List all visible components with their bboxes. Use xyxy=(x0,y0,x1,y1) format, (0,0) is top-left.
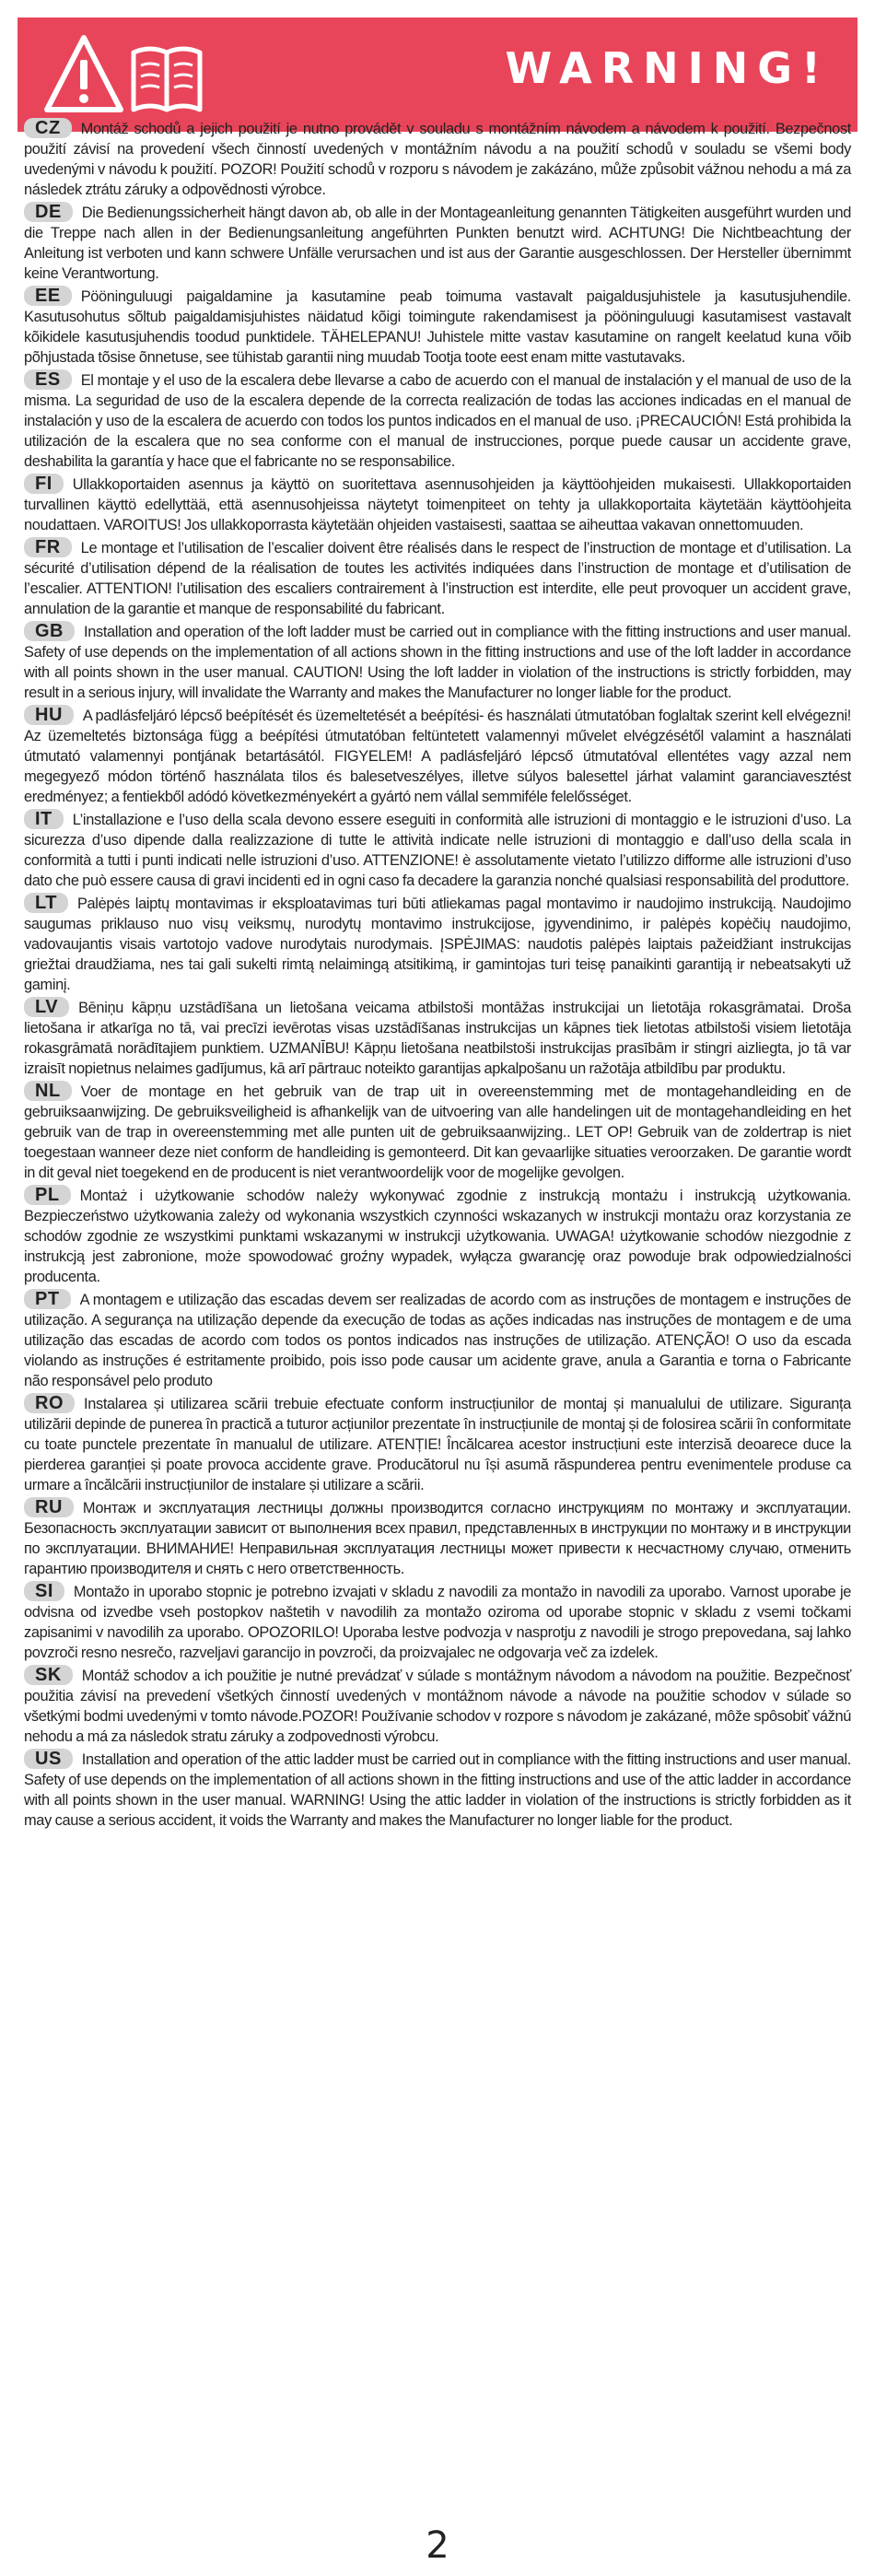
warning-paragraph-cz xyxy=(24,118,851,200)
language-code-badge: SI xyxy=(24,1581,64,1601)
language-code-badge: RU xyxy=(24,1497,74,1517)
warning-text: Montažo in uporabo stopnic je potrebno izvajati v skladu z navodili za montažo in navodili za uporabo. Varnost uporabe je odvisna od izvedbe vseh postopkov naštetih v navodilih za montažo oziroma od uporabe stopnic v skladu z vsemi točkami zapisanimi v navodilih za uporabo. OPOZORILO! Uporaba lestve podvozja v nasprotju z navodili je strogo prepovedana, saj lahko povzroči resno nesrečo, razveljavi garancijo in povzroči, da proizvajalec ne odgovarja več za izdelek. xyxy=(24,1584,851,1661)
warning-text: Ullakkoportaiden asennus ja käyttö on suoritettava asennusohjeiden ja käyttöohjeiden mukaisesti. Ullakkoportaiden turvallinen käyttö edellyttää, että asennusohjeissa näytetyt toimenpiteet on tehty ja ullakkoportaita käytetään käyttöohjeita noudattaen. VAROITUS! Jos ullakkoporrasta käytetään ohjeiden vastaisesti, saattaa se aiheuttaa vakavan onnettomuuden. xyxy=(24,476,851,533)
warning-paragraph-ru xyxy=(24,1497,851,1579)
warning-text: Le montage et l’utilisation de l’escalier doivent être réalisés dans le respect de l’instruction de montage et d’utilisation. La sécurité d’utilisation dépend de la réalisation de toutes les activités indiquées dans l’instruction de montage et d’utilisation de l’escalier. ATTENTION! l’utilisation des escaliers contrairement à l’instruction est interdite, elle peut provoquer un accident grave, annulation de la garantie et manque de responsabilité du fabricant. xyxy=(24,540,851,617)
warning-paragraph-es xyxy=(24,369,851,472)
warning-text: Montáž schodov a ich použitie je nutné prevádzať v súlade s montážnym návodom a návodom na použitie. Bezpečnosť použitia závisí na prevedení všetkých činností uvedených v montážnom návode a návode na použitie schodov v súlade so všetkými bodmi uvedenými v tomto návode.POZOR! Používanie schodov v rozpore s návodom je zakázané, môže spôsobiť vážnú nehodu a má za následok stratu záruky a zodpovednosti výrobcu. xyxy=(24,1668,851,1745)
warning-paragraph-pl xyxy=(24,1185,851,1287)
warning-text: Instalarea și utilizarea scării trebuie efectuate conform instrucțiunilor de montaj și manualului de utilizare. Siguranța utilizării depinde de punerea în practică a tuturor acțiunilor prezentate în instrucțiunile de montaj și de folosirea scării în conformitate cu toate punctele prezentate în manualul de utilizare. ATENȚIE! Încălcarea acestor instrucțiuni este interzisă deoarece duce la pierderea garanției și poate provoca accidente grave. Producătorul nu își asumă răspunderea pentru evenimentele produse ca urmare a încălcării instrucțiunilor de instalare și utilizare a scării. xyxy=(24,1396,851,1493)
warning-text: Voer de montage en het gebruik van de trap uit in overeenstemming met de montagehandleiding en de gebruiksaanwijzing. De gebruiksveiligheid is afhankelijk van de uitvoering van alle handelingen uit de montagehandleiding en het gebruik van de trap in overeenstemming met alle punten uit de gebruiksaanwijzing.. LET OP! Gebruik van de zoldertrap is niet toegestaan wanneer deze niet conform de handleiding is gemonteerd. Dit kan gevaarlijke situaties veroorzaken. De garantie wordt in dit geval niet toegekend en de producent is niet verantwoordelijk voor de mogelijke gevolgen. xyxy=(24,1083,851,1181)
language-code-badge: GB xyxy=(24,621,75,641)
language-code-badge: HU xyxy=(24,705,74,725)
warning-paragraph-hu xyxy=(24,705,851,807)
warning-text: Монтаж и эксплуатация лестницы должны производится согласно инструкциям по монтажу и эксплуатации. Безопасность эксплуатации зависит от выполнения всех правил, представленных в инструкции по монтажу и в инструкции по эксплуатации. ВНИМАНИЕ! Неправильная эксплуатация лестницы может привести к несчастному случаю, отменить гарантию производителя и снять с него ответственность. xyxy=(24,1500,851,1577)
warning-paragraph-it xyxy=(24,809,851,891)
warning-paragraph-pt xyxy=(24,1289,851,1391)
warning-sections xyxy=(24,118,851,1832)
warning-text: Die Bedienungssicherheit hängt davon ab, ob alle in der Montageanleitung genannten Tätigkeiten ausgeführt wurden und die Treppe nach allen in der Bedienungsanleitung angeführten Punkten benutzt wird. ACHTUNG! Die Nichtbeachtung der Anleitung ist verboten und kann schwere Unfälle verursachen und ist aus der Garantie ausgeschlossen. Der Hersteller übernimmt keine Verantwortung. xyxy=(24,205,851,282)
warning-text: Montáž schodů a jejich použití je nutno provádět v souladu s montážním návodem a návodem k použití. Bezpečnost použití závisí na provedení všech činností uvedených v montážním návodu a na použití schodů v souladu se všemi body uvedenými v návodu k použití. POZOR! Použití schodů v rozporu s návodem je zakázáno, může způsobit vážnou nehodu a má za následek ztrátu záruky a odpovědnosti výrobce. xyxy=(24,121,851,198)
warning-text: Pööninguluugi paigaldamine ja kasutamine peab toimuma vastavalt paigaldusjuhistele ja kasutusjuhendile. Kasutusohutus sõltub paigaldamisjuhistes näidatud kõigi toimingute rakendamisest ja pööninguluugi kasutamisest vastavalt kõikidele kasutusjuhendis toodud punktidele. TÄHELEPANU! Juhistele mitte vastav kasutamine on rangelt keelatud kuna võib põhjustada tõsise õnnetuse, see tühistab garantii ning muudab Tootja toote eest enam mitte vastutavaks. xyxy=(24,288,851,366)
language-code-badge: PL xyxy=(24,1185,71,1205)
warning-paragraph-lt xyxy=(24,893,851,995)
warning-text: Montaż i użytkowanie schodów należy wykonywać zgodnie z instrukcją montażu i instrukcją użytkowania. Bezpieczeństwo użytkowania zależy od wykonania wszystkich czynności wskazanych w instrukcji montażu oraz korzystania ze schodów zgodnie ze wszystkimi punktami wskazanymi w instrukcji użytkowania. UWAGA! użytkowanie schodów niezgodnie z instrukcją jest zabronione, może spowodować groźny wypadek, wyłącza gwarancję oraz powoduje brak odpowiedzialności producenta. xyxy=(24,1188,851,1285)
warning-paragraph-lv xyxy=(24,997,851,1079)
language-code-badge: NL xyxy=(24,1081,72,1101)
warning-text: Installation and operation of the loft ladder must be carried out in compliance with the fitting instructions and user manual. Safety of use depends on the implementation of all actions shown in the fitting instructions and use of the loft ladder in accordance with all points shown in the user manual. CAUTION! Using the loft ladder in violation of the instructions is strictly forbidden, may result in a serious injury, will invalidate the Warranty and makes the Manufacturer no longer liable for the product. xyxy=(24,624,851,701)
warning-paragraph-sk xyxy=(24,1665,851,1747)
language-code-badge: CZ xyxy=(24,118,72,138)
warning-paragraph-fi xyxy=(24,474,851,535)
warning-text: A montagem e utilização das escadas devem ser realizadas de acordo com as instruções de montagem e instruções de utilização. A segurança na utilização depende da execução de todas as ações indicadas nas instruções de montagem e de uma utilização das escadas de acordo com todos os pontos indicados nas instruções de utilização. ATENÇÃO! O uso da escada violando as instruções é estritamente proibido, pois isso pode causar um acidente grave, anula a Garantia e torna o Fabricante não responsável pelo produto xyxy=(24,1292,851,1389)
warning-paragraph-ro xyxy=(24,1393,851,1495)
language-code-badge: ES xyxy=(24,369,72,390)
warning-header xyxy=(18,18,858,132)
language-code-badge: IT xyxy=(24,809,64,829)
warning-text: A padlásfeljáró lépcső beépítését és üzemeltetését a beépítési- és használati útmutatóban foglaltak szerint kell elvégezni! Az üzemeltetés biztonsága függ a beépítési útmutatóban feltüntetett valamennyi művelet elvégzésétől valamint a használati útmutató valamennyi pontjának betartásától. FIGYELEM! A padlásfeljáró lépcső útmutatóval ellentétes vagy azzal nem megegyező módon történő használata tilos és balesetveszélyes, illetve súlyos balesettel járhat valamint garanciavesztést eredményez; a fentiekből adódó következményekért a gyártó nem vállal semmiféle felelősséget. xyxy=(24,708,851,805)
language-code-badge: FI xyxy=(24,474,64,494)
language-code-badge: LT xyxy=(24,893,68,913)
language-code-badge: DE xyxy=(24,202,73,222)
warning-triangle-icon xyxy=(47,38,121,110)
warning-text: Palėpės laiptų montavimas ir eksploatavimas turi būti atliekamas pagal montavimo ir naudojimo instrukciją. Naudojimo saugumas priklauso nuo visų veiksmų, nurodytų montavimo instrukcijose, įgyvendinimo, ir palėpės kopėčių naudojimo, vadovaujantis visais vartotojo vadove nurodytais nurodymais. ĮSPĖJIMAS: naudotis palėpės laiptais pažeidžiant instrukcijas griežtai draudžiama, nes tai gali sukelti rimtą nelaimingą atsitikimą, ir gamintojas turi teisę panaikinti garantiją ir nebeatsakyti už gaminį. xyxy=(24,896,851,993)
warning-text: L’installazione e l’uso della scala devono essere eseguiti in conformità alle istruzioni di montaggio e le istruzioni d’uso. La sicurezza d’uso dipende dalla realizzazione di tutte le attività indicate nelle istruzioni di montaggio e dall’uso della scala in conformità a tutti i punti indicati nelle istruzioni d’uso. ATTENZIONE! è assolutamente vietato l’utilizzo difforme alle istruzioni d’uso dato che può essere causa di gravi incidenti ed in ogni caso fa decadere la garanzia nonché qualsiasi responsabilità del produttore. xyxy=(24,812,851,889)
page-number: 2 xyxy=(426,2524,449,2567)
language-code-badge: LV xyxy=(24,997,69,1017)
language-code-badge: FR xyxy=(24,537,72,557)
language-code-badge: US xyxy=(24,1749,73,1769)
warning-paragraph-us xyxy=(24,1749,851,1831)
warning-title: WARNING! xyxy=(505,43,830,93)
warning-paragraph-ee xyxy=(24,286,851,368)
warning-paragraph-nl xyxy=(24,1081,851,1183)
language-code-badge: PT xyxy=(24,1289,71,1309)
warning-text: El montaje y el uso de la escalera debe llevarse a cabo de acuerdo con el manual de instalación y el manual de uso de la misma. La seguridad de uso de la escalera depende de la correcta realización de todas las acciones indicadas en el manual de instalación y uso de la escalera de acuerdo con todos los puntos indicados en el manual de uso. ¡PRECAUCIÓN! Está prohibida la utilización de la escalera que no sea conforme con el manual de instrucciones, porque puede causar un accidente grave, deshabilita la garantía y hace que el fabricante no se responsabilice. xyxy=(24,372,851,470)
warning-paragraph-si xyxy=(24,1581,851,1663)
language-code-badge: SK xyxy=(24,1665,73,1685)
warning-text: Bēniņu kāpņu uzstādīšana un lietošana veicama atbilstoši montāžas instrukcijai un lietotāja rokasgrāmatai. Droša lietošana ir atkarīga no tā, vai precīzi ievērotas visas uzstādīšanas instrukcijas un kāpnes tiek lietotas atbilstoši visiem lietotāja rokasgrāmatā norādītajiem punktiem. UZMANĪBU! Kāpņu lietošana neatbilstoši instrukcijas prasībām ir stingri aizliegta, jo tā var izraisīt nopietnus nelaimes gadījumus, kā arī pārtrauc noteikto garantijas apkalpošanu un ražotāja atbildību par produktu. xyxy=(24,1000,851,1077)
manual-book-icon xyxy=(134,49,200,110)
warning-paragraph-gb xyxy=(24,621,851,703)
warning-paragraph-de xyxy=(24,202,851,284)
warning-text: Installation and operation of the attic ladder must be carried out in compliance with the fitting instructions and user manual. Safety of use depends on the implementation of all actions shown in the fitting instructions and use of the attic ladder in accordance with all points shown in the user manual. WARNING! Using the attic ladder in violation of the instructions is strictly forbidden as it may cause a serious accident, it voids the Warranty and makes the Manufacturer no longer liable for the product. xyxy=(24,1751,851,1829)
language-code-badge: RO xyxy=(24,1393,75,1413)
warning-paragraph-fr xyxy=(24,537,851,619)
header-icons xyxy=(41,32,207,117)
language-code-badge: EE xyxy=(24,286,72,306)
